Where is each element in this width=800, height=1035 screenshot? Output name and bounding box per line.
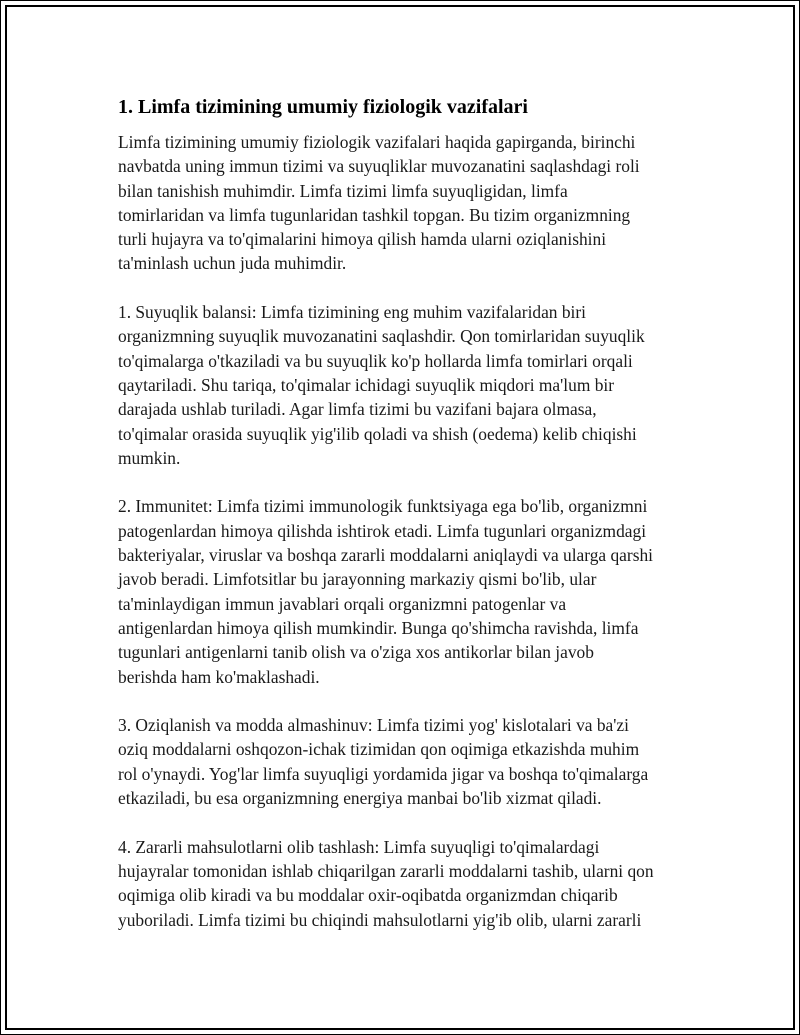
- text-line: darajada ushlab turiladi. Agar limfa tizimi bu vazifani bajara olmasa,: [118, 399, 597, 420]
- text-line: 2. Immunitet: Limfa tizimi immunologik funktsiyaga ega bo'lib, organizmni: [118, 496, 648, 517]
- text-line: tomirlaridan va limfa tugunlaridan tashkil topgan. Bu tizim organizmning: [118, 204, 631, 225]
- text-line: bakteriyalar, viruslar va boshqa zararli moddalarni aniqlaydi va ularga qarshi: [118, 545, 653, 566]
- text-line: antigenlardan himoya qilish mumkindir. Bunga qo'shimcha ravishda, limfa: [118, 617, 639, 638]
- text-line: rol o'ynaydi. Yog'lar limfa suyuqligi yordamida jigar va boshqa to'qimalarga: [118, 763, 649, 784]
- waste-removal-paragraph: [118, 835, 690, 932]
- nutrition-paragraph: [118, 713, 690, 810]
- section-heading: 1. Limfa tizimining umumiy fiziologik vazifalari: [118, 96, 528, 118]
- text-line: qaytariladi. Shu tariqa, to'qimalar ichidagi suyuqlik miqdori ma'lum bir: [118, 374, 615, 395]
- text-line: to'qimalar orasida suyuqlik yig'ilib qoladi va shish (oedema) kelib chiqishi: [118, 423, 637, 444]
- text-line: yuboriladi. Limfa tizimi bu chiqindi mahsulotlarni yig'ib olib, ularni zararli: [118, 909, 642, 930]
- text-line: tugunlari antigenlarni tanib olish va o'ziga xos antikorlar bilan javob: [118, 642, 594, 663]
- text-line: 3. Oziqlanish va modda almashinuv: Limfa tizimi yog' kislotalari va ba'zi: [118, 715, 629, 736]
- text-line: berishda ham ko'maklashadi.: [118, 666, 320, 687]
- text-line: oqimiga olib kiradi va bu moddalar oxir-oqibatda organizmdan chiqarib: [118, 885, 618, 906]
- immunity-paragraph: [118, 494, 690, 688]
- text-line: to'qimalarga o'tkaziladi va bu suyuqlik ko'p hollarda limfa tomirlari orqali: [118, 350, 633, 371]
- text-line: javob beradi. Limfotsitlar bu jarayonning markaziy qismi bo'lib, ular: [118, 569, 597, 590]
- text-line: oziq moddalarni oshqozon-ichak tizimidan qon oqimiga etkazishda muhim: [118, 739, 640, 760]
- text-line: mumkin.: [118, 447, 181, 468]
- text-line: organizmning suyuqlik muvozanatini saqlashdir. Qon tomirlaridan suyuqlik: [118, 326, 645, 347]
- text-line: bilan tanishish muhimdir. Limfa tizimi limfa suyuqligidan, limfa: [118, 180, 568, 201]
- text-line: hujayralar tomonidan ishlab chiqarilgan zararli moddalarni tashib, ularni qon: [118, 860, 654, 881]
- fluid-balance-paragraph: [118, 300, 690, 470]
- text-line: etkaziladi, bu esa organizmning energiya manbai bo'lib xizmat qiladi.: [118, 788, 602, 809]
- text-line: ta'minlash uchun juda muhimdir.: [118, 253, 347, 274]
- text-line: patogenlardan himoya qilishda ishtirok etadi. Limfa tugunlari organizmdagi: [118, 520, 647, 541]
- text-line: Limfa tizimining umumiy fiziologik vazifalari haqida gapirganda, birinchi: [118, 132, 636, 152]
- text-line: 1. Suyuqlik balansi: Limfa tizimining eng muhim vazifalaridan biri: [118, 302, 587, 323]
- text-line: navbatda uning immun tizimi va suyuqliklar muvozanatini saqlashdagi roli: [118, 156, 640, 177]
- text-line: turli hujayra va to'qimalarini himoya qilish hamda ularni oziqlanishini: [118, 229, 607, 250]
- text-line: 4. Zararli mahsulotlarni olib tashlash: Limfa suyuqligi to'qimalardagi: [118, 836, 600, 857]
- intro-paragraph: [118, 130, 690, 276]
- text-line: ta'minlaydigan immun javablari orqali organizmni patogenlar va: [118, 593, 567, 614]
- document-body: [118, 94, 690, 956]
